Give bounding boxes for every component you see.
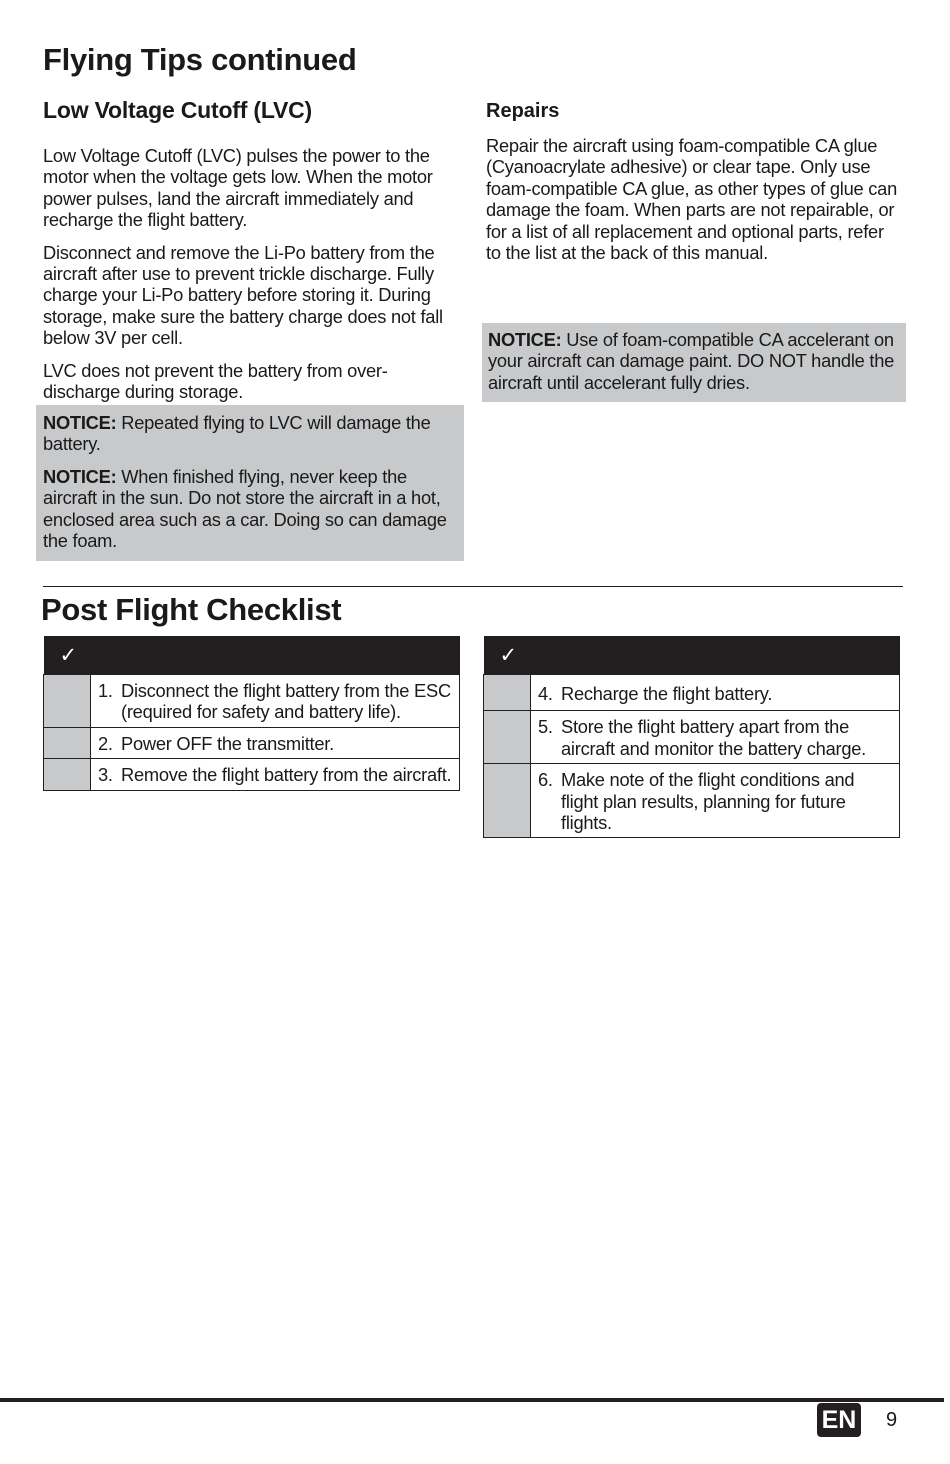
item-text: Remove the flight battery from the aircraft. [121,764,452,786]
table-row [484,675,900,711]
checkbox[interactable] [484,764,531,838]
item-text: Store the flight battery apart from the aircraft and monitor the battery charge. [561,716,867,759]
footer-rule [0,1398,944,1402]
checklist-table-left [43,636,460,791]
checklist-title: Post Flight Checklist [41,592,342,627]
notice-label: NOTICE: [488,329,562,350]
table-row [44,675,460,728]
repairs-paragraph: Repair the aircraft using foam-compatible CA glue (Cyanoacrylate adhesive) or clear tape. Only use foam-compatible CA glue, as other types of glue can damage the foam. When parts are not repairable, or for a list of all replacement and optional parts, refer to the list at the back of this manual. [486,135,898,264]
checkbox[interactable] [44,727,91,758]
notice-label: NOTICE: [43,412,117,433]
checklist-table-right [483,636,900,838]
lvc-paragraph-2: Disconnect and remove the Li-Po battery from the aircraft after use to prevent trickle discharge. Fully charge your Li-Po battery before storing it. During storage, make sure the battery charge does not fall below 3V per cell. [43,241,443,349]
repairs-notice [488,329,900,393]
page-number: 9 [886,1409,898,1431]
checkbox[interactable] [44,759,91,790]
lvc-paragraph-1: Low Voltage Cutoff (LVC) pulses the power to the motor when the voltage gets low. When the motor power pulses, land the aircraft immediately and recharge the flight battery. [43,145,433,231]
repairs-notice-box [482,323,906,402]
table-row [44,727,460,758]
notice-text: When finished flying, never keep the aircraft in the sun. Do not store the aircraft in a hot, enclosed area such as a car. Doing so can damage the foam. [43,465,447,552]
page-title: Flying Tips continued [43,42,357,77]
lvc-notice-box [36,405,464,561]
checkbox[interactable] [44,675,91,728]
item-text: Disconnect the flight battery from the ESC (required for safety and battery life). [121,680,451,723]
table-row [44,759,460,790]
item-text: Power OFF the transmitter. [121,732,334,754]
notice-text: Use of foam-compatible CA accelerant on your aircraft can damage paint. DO NOT handle the aircraft until accelerant fully dries. [488,329,895,393]
notice-label: NOTICE: [43,465,117,487]
lvc-notice-1 [43,412,457,455]
item-text: Recharge the flight battery. [561,683,773,704]
item-number: 6. [538,769,553,791]
repairs-heading: Repairs [486,100,560,122]
lvc-notice-2 [43,466,457,552]
lvc-section [43,145,463,402]
checkbox[interactable] [484,711,531,764]
item-number: 4. [538,683,553,704]
item-number: 2. [98,732,113,754]
table-row [484,711,900,764]
check-mark-icon: ✓ [44,636,460,675]
item-number: 5. [538,716,553,738]
notice-text: Repeated flying to LVC will damage the battery. [43,412,431,455]
lvc-heading: Low Voltage Cutoff (LVC) [43,97,313,123]
item-number: 1. [98,680,113,701]
section-divider [43,586,903,587]
table-row [484,764,900,838]
checkbox[interactable] [484,675,531,711]
check-mark-icon: ✓ [484,636,900,675]
item-number: 3. [98,764,113,786]
lvc-paragraph-3: LVC does not prevent the battery from over-discharge during storage. [43,359,388,403]
item-text: Make note of the flight conditions and flight plan results, planning for future flights. [561,769,855,834]
language-badge: EN [817,1403,861,1437]
